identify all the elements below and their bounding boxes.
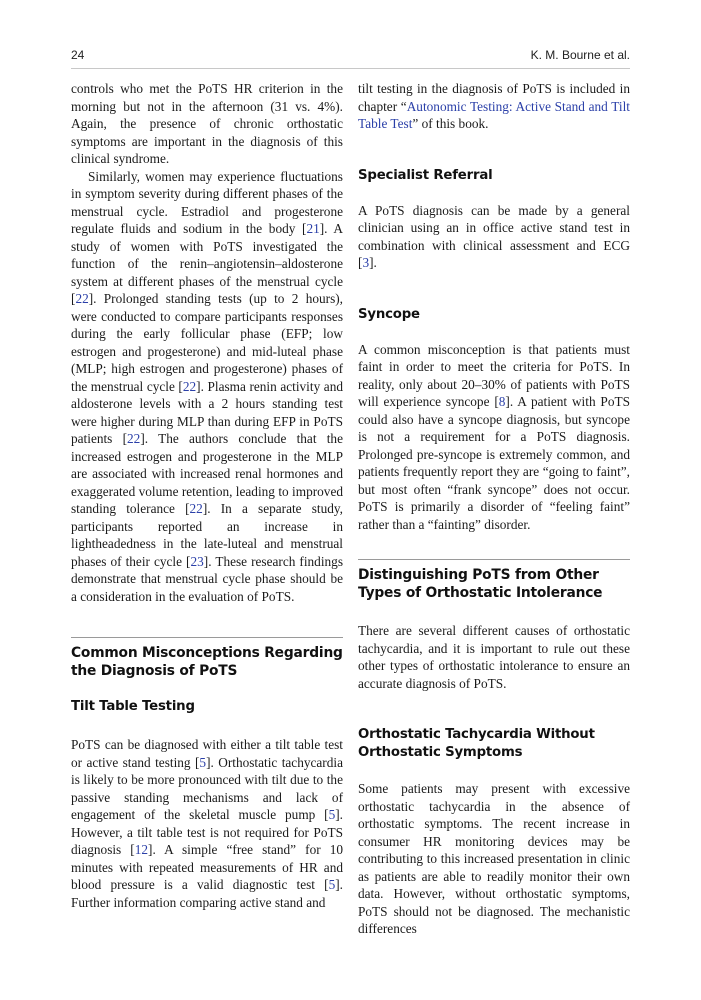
citation-link[interactable]: 22 [189, 501, 203, 516]
citation-link[interactable]: 5 [328, 877, 336, 892]
citation-link[interactable]: 12 [134, 842, 149, 857]
section-heading-common-misconceptions: Common Misconceptions Regarding the Diagnosis of PoTS [71, 645, 343, 679]
paragraph-syncope: A common misconception is that patients must faint in order to meet the criteria for PoTS. In reality, only about 20–30% of patients with PoTS will experience syncope [8]. A patient with PoTS could also have a syncope diagnosis, but syncope is not a requirement for a PoTS diagnosis. Prolonged pre-syncope is extremely common, and patients frequently report they are “going to faint”, but most often “frank syncope” does not occur. PoTS is primarily a disorder of “feeling faint” rather than a “fainting” disorder. [358, 341, 630, 532]
section-heading-distinguishing-pots: Distinguishing PoTS from Other Types of Orthostatic Intolerance [358, 567, 603, 601]
right-column [358, 80, 630, 938]
paragraph-specialist-referral: A PoTS diagnosis can be made by a general clinician using an in office active stand test in combination with clinical assessment and ECG [3]. [358, 202, 630, 270]
running-head: K. M. Bourne et al. [530, 48, 630, 62]
paragraph-tilt-chapter-reference: tilt testing in the diagnosis of PoTS is included in chapter “Autonomic Testing: Active Stand and Tilt Table Test” of this book. [358, 81, 630, 131]
paragraph-chronic-symptoms: controls who met the PoTS HR criterion in the morning but not in the afternoon (31 vs. 4%). Again, the presence of chronic orthostatic symptoms are important in the diagnosis of this clinical syndrome. [71, 81, 343, 166]
citation-link[interactable]: 23 [190, 553, 204, 569]
citation-link[interactable]: 5 [199, 754, 207, 770]
subsection-heading-specialist-referral: Specialist Referral [358, 167, 493, 183]
paragraph-orthostatic-tachycardia: Some patients may present with excessive orthostatic tachycardia in the absence of orthostatic symptoms. The recent increase in consumer HR monitoring devices may be contributing to this increased presentation in clinic as patients are able to readily monitor their own data. However, without orthostatic symptoms, PoTS should not be diagnosed. The mechanistic differences [358, 781, 630, 936]
section-rule [71, 637, 343, 680]
section-rule [358, 559, 630, 602]
subsection-heading-syncope: Syncope [358, 306, 420, 322]
citation-link[interactable]: 22 [127, 431, 141, 446]
page-number: 24 [71, 48, 85, 62]
paragraph-tilt-table: PoTS can be diagnosed with either a tilt table test or active stand testing [5]. Orthostatic tachycardia is likely to be more pronounced with tilt due to the passive standing mechanisms and lack of engagement of the skeletal muscle pump [5]. However, a tilt table test is not required for PoTS diagnosis [12]. A simple “free stand” for 10 minutes with repeated measurements of HR and blood pressure is a valid diagnostic test [5]. Further information comparing active stand and [71, 737, 343, 910]
citation-link[interactable]: 8 [498, 394, 506, 409]
citation-link[interactable]: 22 [182, 378, 197, 394]
citation-link[interactable]: 21 [306, 221, 320, 236]
left-column [71, 80, 343, 911]
paragraph-menstrual-cycle: Similarly, women may experience fluctuations in symptom severity during different phases of the menstrual cycle. Estradiol and progesterone regulate fluids and sodium in the body [21]. A study of women with PoTS investigated the function of the renin–angiotensin–aldosterone system at different phases of the menstrual cycle [22]. Prolonged standing tests (up to 2 hours), were conducted to compare participants responses during the early follicular phase (EFP; low estrogen and progesterone) and mid-luteal phase (MLP; high estrogen and progesterone) phases of the menstrual cycle [22]. Plasma renin activity and aldosterone levels with a 2 hours standing test were higher during MLP than during EFP in PoTS patients [22]. The authors conclude that the increased estrogen and progesterone in the MLP are associated with increased renal hormones and exaggerated volume retention, leading to improved standing tolerance [22]. In a separate study, participants reported an increase in lightheadedness in the late-luteal and menstrual phases of their cycle [23]. These research findings demonstrate that menstrual cycle phase should be a consideration in the evaluation of PoTS. [71, 168, 344, 604]
subsection-heading-tilt-table: Tilt Table Testing [71, 699, 195, 714]
chapter-link[interactable]: Autonomic Testing: Active Stand and Tilt Table Test [358, 98, 630, 131]
citation-link[interactable]: 5 [328, 807, 336, 822]
paragraph-distinguishing: There are several different causes of orthostatic tachycardia, and it is important to rule out these other types of orthostatic intolerance to ensure an accurate diagnosis of PoTS. [358, 623, 630, 691]
page-header [71, 48, 630, 69]
citation-link[interactable]: 22 [75, 291, 89, 306]
subsection-heading-orthostatic-tachycardia: Orthostatic Tachycardia Without Orthostatic Symptoms [358, 727, 595, 760]
citation-link[interactable]: 3 [362, 255, 370, 270]
